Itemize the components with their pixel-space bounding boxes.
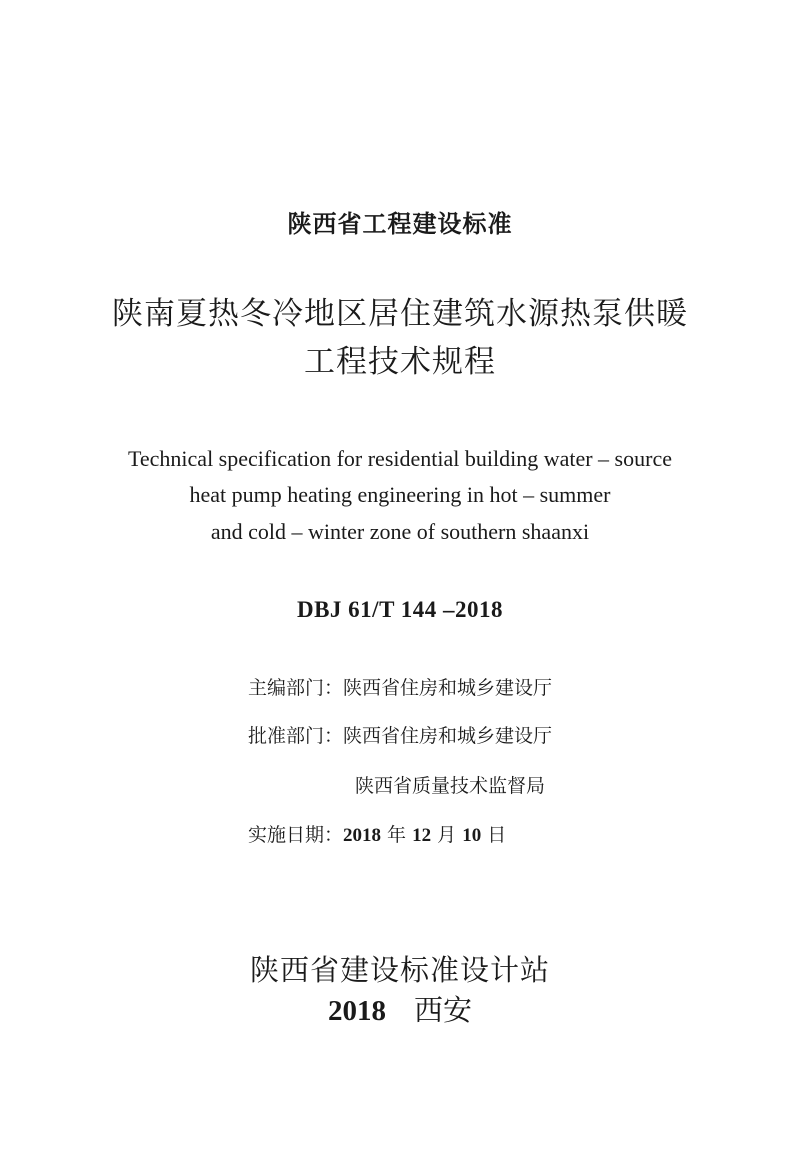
chinese-title-line-1: 陕南夏热冬冷地区居住建筑水源热泵供暖 <box>112 296 688 332</box>
date-month: 12 <box>412 825 432 846</box>
english-title-line-2: heat pump heating engineering in hot – summer <box>189 482 611 507</box>
chinese-title-line-2: 工程技术规程 <box>304 344 496 380</box>
approver-value-1: 陕西省住房和城乡建设厅 <box>343 725 553 747</box>
publisher-imprint <box>0 988 800 1029</box>
english-title-line-1: Technical specification for residential building water – source <box>128 446 672 471</box>
date-day-unit: 日 <box>481 824 507 846</box>
date-month-unit: 月 <box>431 824 463 846</box>
approver-value-2: 陕西省质量技术监督局 <box>355 775 546 797</box>
standard-code: DBJ 61/T 144 –2018 <box>296 597 504 622</box>
editor-label: 主编部门： <box>248 677 344 699</box>
approver-department-row-2 <box>355 771 545 798</box>
publisher-name: 陕西省建设标准设计站 <box>249 953 550 987</box>
english-title-line-3: and cold – winter zone of southern shaanxi <box>210 519 590 544</box>
date-year: 2018 <box>343 825 382 846</box>
publication-city: 西安 <box>413 993 472 1027</box>
editor-department-row <box>248 673 552 700</box>
effective-date-row <box>248 820 506 847</box>
standard-series: 陕西省工程建设标准 <box>287 210 513 238</box>
date-label: 实施日期： <box>248 824 344 846</box>
date-year-unit: 年 <box>381 824 413 846</box>
date-day: 10 <box>462 825 482 846</box>
approver-label: 批准部门： <box>248 725 344 747</box>
editor-value: 陕西省住房和城乡建设厅 <box>343 677 553 699</box>
publication-year: 2018 <box>327 995 386 1027</box>
approver-department-row <box>248 721 552 748</box>
